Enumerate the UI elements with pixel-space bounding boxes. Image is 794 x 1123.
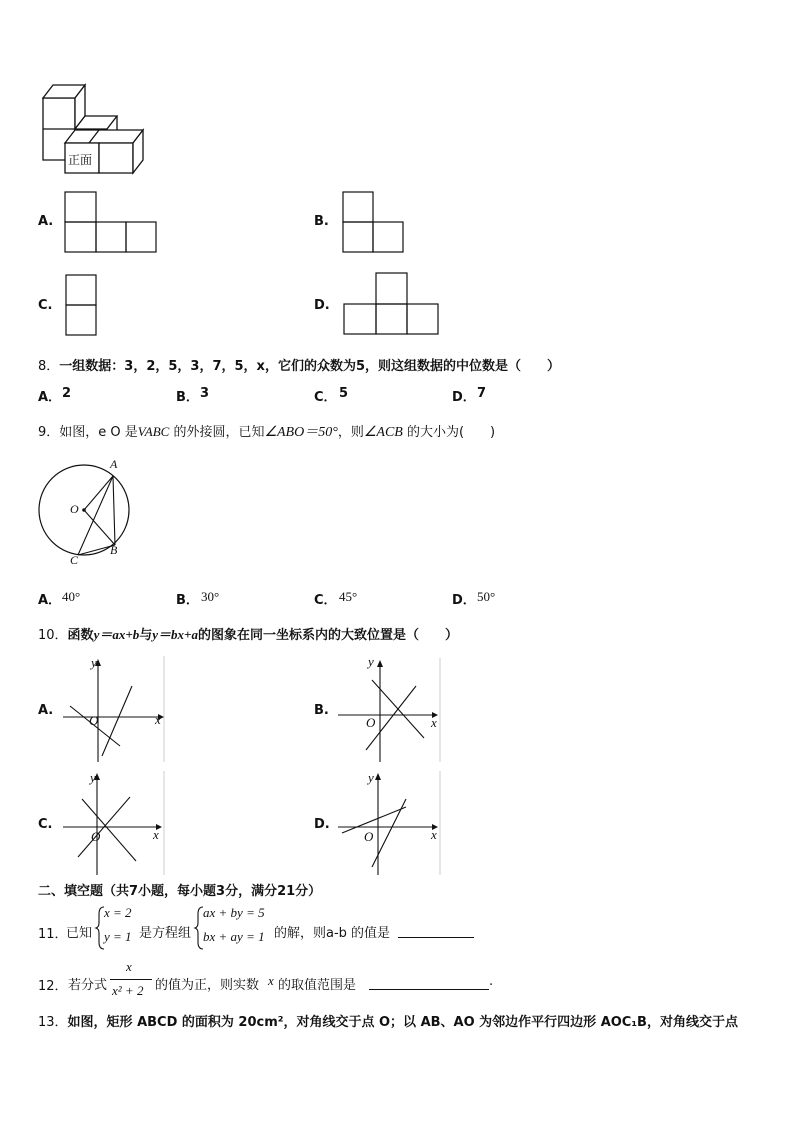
q10-text-c: 与 — [139, 628, 153, 643]
q11-number: 11． — [38, 927, 68, 942]
q10-b-o: O — [366, 715, 376, 730]
q10-a-o: O — [89, 713, 99, 728]
q10-option-b-graph — [336, 658, 442, 764]
q9-angle-abo: ∠ABO＝50° — [264, 425, 338, 440]
q12-frac-num: x — [126, 959, 132, 974]
q10-func-1: y＝ax+b — [93, 627, 140, 642]
q11-text-c: 的解，则a-b 的值是 — [274, 926, 391, 941]
q12-number: 12． — [38, 979, 68, 994]
q12-end: . — [489, 974, 494, 989]
q9-angle-acb: ∠ACB — [363, 425, 403, 440]
q8-option-d-label[interactable]: D． — [452, 390, 476, 405]
q10-c-o: O — [91, 829, 101, 844]
q10-b-y: y — [368, 654, 374, 669]
q11-text-a: 已知 — [66, 926, 93, 941]
q10-text-e: 的图象在同一坐标系内的大致位置是（ ） — [197, 628, 458, 643]
q9-text-a: 如图，e O 是 — [59, 425, 138, 440]
q9-option-c-value: 45° — [339, 589, 358, 604]
q12-text-b: 的值为正，则实数 — [155, 978, 260, 993]
q10-c-x: x — [153, 827, 159, 842]
q9-label-c: C — [70, 553, 79, 567]
q10-option-c-label[interactable]: C. — [38, 817, 53, 832]
q9-option-d-value: 50° — [477, 589, 496, 604]
q10-text-a: 函数 — [67, 628, 94, 643]
q11-sys1-line1: x = 2 — [104, 905, 132, 920]
q9-option-c-label[interactable]: C． — [314, 593, 337, 608]
q12-text-c: 的取值范围是 — [278, 978, 357, 993]
q13-stem — [38, 1011, 738, 1030]
q10-b-x: x — [431, 715, 437, 730]
q12-answer-blank[interactable] — [369, 977, 489, 990]
q9-option-a-label[interactable]: A． — [38, 593, 62, 608]
q11-sys2-line1: ax + by = 5 — [203, 905, 265, 920]
q10-number: 10． — [38, 628, 68, 643]
q8-text: 一组数据：3，2，5，3，7，5，x，它们的众数为5，则这组数据的中位数是（ ） — [59, 359, 560, 374]
q9-text-e: ，则 — [337, 425, 364, 440]
q10-option-a-label[interactable]: A. — [38, 703, 54, 718]
q8-option-c-value: 5 — [339, 386, 349, 401]
q10-option-d-graph — [336, 771, 442, 877]
q9-text-g: 的大小为( ) — [402, 425, 496, 440]
q10-option-d-label[interactable]: D. — [314, 817, 330, 832]
q10-option-b-label[interactable]: B. — [314, 703, 329, 718]
q10-a-y: y — [91, 655, 97, 670]
q7-option-a-label[interactable]: A. — [38, 214, 54, 229]
q9-label-o: O — [70, 502, 79, 516]
q13-text: 如图，矩形 ABCD 的面积为 20cm²，对角线交于点 O；以 AB、AO 为邻边作平行四边形 AOC₁B，对角线交于点 — [67, 1015, 738, 1030]
q10-c-y: y — [90, 770, 96, 785]
q8-option-d-value: 7 — [477, 386, 487, 401]
q10-d-x: x — [431, 827, 437, 842]
q9-option-b-label[interactable]: B． — [176, 593, 199, 608]
q9-number: 9． — [38, 425, 60, 440]
q11-answer-blank[interactable] — [398, 925, 474, 938]
q10-stem — [38, 624, 458, 643]
q7-solid-figure — [40, 82, 150, 177]
q10-d-o: O — [364, 829, 374, 844]
q7-option-c-view — [65, 274, 99, 336]
q12-frac-den: x² + 2 — [112, 983, 144, 998]
q7-option-d-label[interactable]: D. — [314, 298, 330, 313]
q7-option-c-label[interactable]: C. — [38, 298, 53, 313]
q10-option-a-graph — [60, 656, 166, 764]
q11-text-b: 是方程组 — [139, 926, 192, 941]
q9-option-b-value: 30° — [201, 589, 220, 604]
section-2-title: 二、填空题（共7小题，每小题3分，满分21分） — [38, 884, 322, 899]
q9-label-b: B — [110, 543, 118, 557]
q8-option-b-label[interactable]: B． — [176, 390, 199, 405]
q9-triangle: VABC — [137, 424, 170, 439]
q11-sys2-line2: bx + ay = 1 — [203, 929, 265, 944]
q12-text-a: 若分式 — [68, 978, 108, 993]
q12-var: x — [268, 973, 274, 988]
q9-stem — [38, 421, 495, 441]
q9-text-c: 的外接圆，已知 — [169, 425, 265, 440]
q10-option-c-graph — [60, 771, 166, 877]
q7-option-b-label[interactable]: B. — [314, 214, 329, 229]
front-label: 正面 — [68, 153, 93, 167]
q8-option-b-value: 3 — [200, 386, 210, 401]
q10-d-y: y — [368, 770, 374, 785]
q9-label-a: A — [110, 457, 118, 471]
q9-option-a-value: 40° — [62, 589, 81, 604]
q8-stem — [38, 355, 560, 374]
q8-option-a-value: 2 — [62, 386, 72, 401]
q10-func-2: y＝bx+a — [152, 627, 198, 642]
q7-option-d-view — [343, 272, 441, 336]
q9-option-d-label[interactable]: D． — [452, 593, 476, 608]
q7-option-a-view — [64, 191, 158, 253]
q8-number: 8． — [38, 359, 60, 374]
q8-option-c-label[interactable]: C． — [314, 390, 337, 405]
q9-circle-figure — [38, 458, 138, 568]
q8-option-a-label[interactable]: A． — [38, 390, 62, 405]
q12-frac-bar — [110, 979, 152, 980]
q7-option-b-view — [342, 191, 406, 253]
q13-number: 13． — [38, 1015, 68, 1030]
q11-sys1-line2: y = 1 — [104, 929, 132, 944]
q10-a-x: x — [155, 712, 161, 727]
